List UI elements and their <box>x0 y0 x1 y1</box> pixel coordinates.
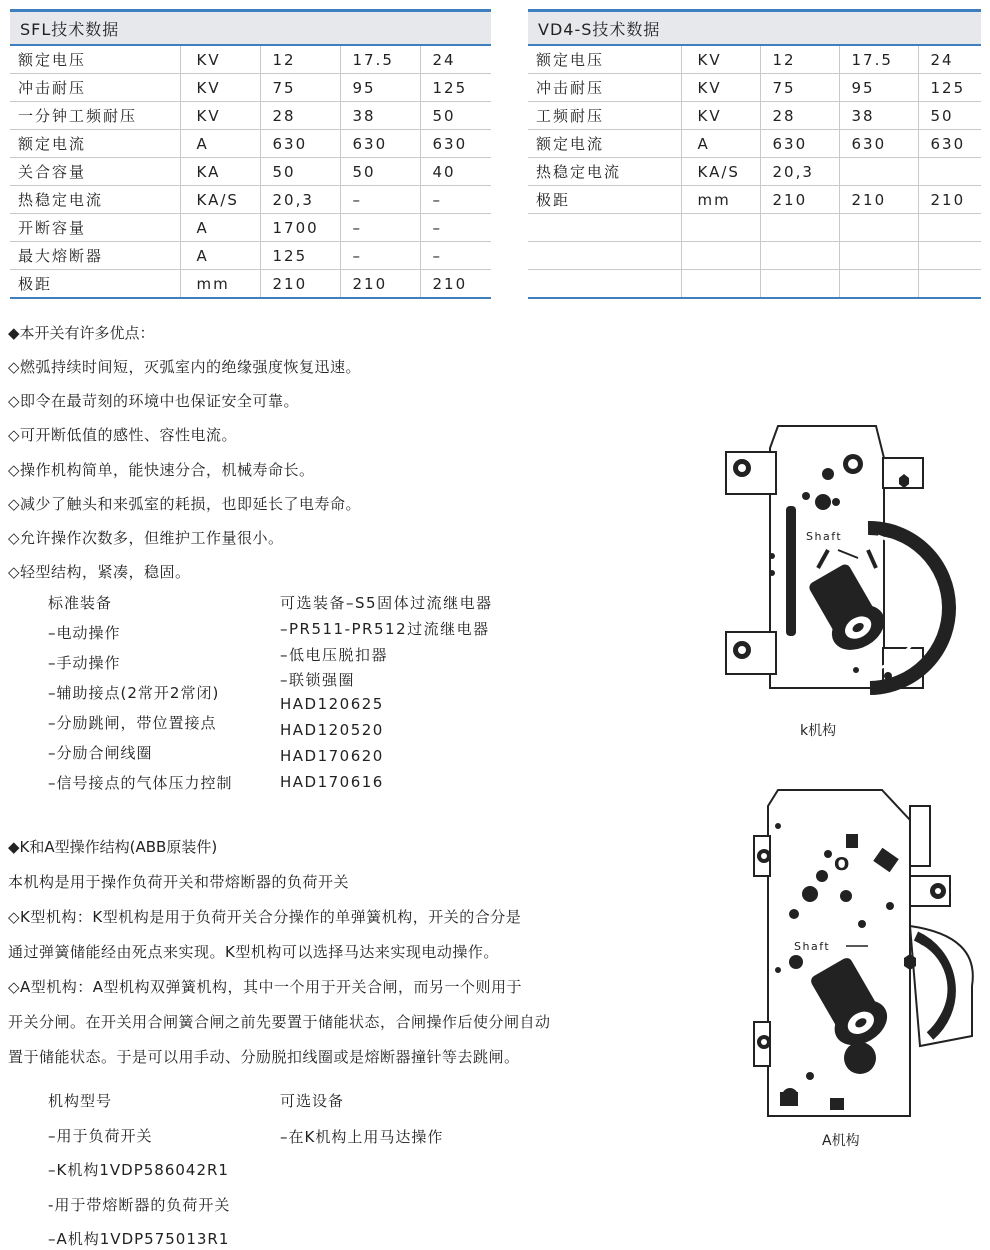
advantages-heading: ◆本开关有许多优点： <box>8 324 155 342</box>
unit-cell: KA/S <box>180 186 260 214</box>
table-row <box>10 130 491 158</box>
value-cell: 630 <box>839 130 918 158</box>
unit-cell: KA/S <box>681 158 760 186</box>
parameter-cell: 开断容量 <box>10 214 180 242</box>
value-cell: 210 <box>340 270 420 299</box>
value-cell: 1700 <box>260 214 340 242</box>
table-row <box>10 45 491 74</box>
unit-cell: KV <box>180 45 260 74</box>
a-shaft-label: Shaft <box>794 940 831 953</box>
parameter-cell: 冲击耐压 <box>528 74 681 102</box>
value-cell: 28 <box>260 102 340 130</box>
parameter-cell: 冲击耐压 <box>10 74 180 102</box>
text-line: HAD170616 <box>280 772 384 791</box>
value-cell: 125 <box>420 74 491 102</box>
value-cell: 24 <box>918 45 981 74</box>
text-line: –联锁强圈 <box>280 671 356 690</box>
table-row <box>10 242 491 270</box>
table-row <box>528 186 981 214</box>
text-line: -用于带熔断器的负荷开关 <box>48 1195 231 1214</box>
unit-cell: A <box>180 242 260 270</box>
value-cell: – <box>340 214 420 242</box>
table-row <box>10 102 491 130</box>
k-mechanism-caption: k机构 <box>800 723 837 739</box>
unit-cell: A <box>681 130 760 158</box>
sfl-table-title: SFL技术数据 <box>10 11 491 46</box>
value-cell: 17.5 <box>839 45 918 74</box>
text-line: –分励跳闸，带位置接点 <box>48 714 217 732</box>
text-line: HAD170620 <box>280 746 384 765</box>
value-cell <box>760 270 839 299</box>
text-line: –分励合闸线圈 <box>48 744 153 762</box>
table-row <box>528 74 981 102</box>
text-line: –PR511-PR512过流继电器 <box>280 619 490 638</box>
unit-cell <box>681 270 760 299</box>
text-line: –辅助接点(2常开2常闭) <box>48 684 220 702</box>
value-cell: – <box>420 214 491 242</box>
ka-heading: ◆K和A型操作结构(ABB原装件) <box>8 838 218 856</box>
sfl-table <box>10 9 491 299</box>
value-cell: 630 <box>918 130 981 158</box>
unit-cell <box>681 214 760 242</box>
text-line: 开关分闸。在开关用合闸簧合闸之前先要置于储能状态，合闸操作后使分闸自动 <box>8 1013 551 1031</box>
text-line: ◇A型机构：A型机构双弹簧机构，其中一个用于开关合闸，而另一个则用于 <box>8 978 523 996</box>
parameter-cell: 关合容量 <box>10 158 180 186</box>
value-cell: 50 <box>340 158 420 186</box>
value-cell <box>839 214 918 242</box>
value-cell: 210 <box>839 186 918 214</box>
table-row <box>528 130 981 158</box>
value-cell: 210 <box>260 270 340 299</box>
parameter-cell: 热稳定电流 <box>528 158 681 186</box>
vd4-table <box>528 9 981 299</box>
value-cell: 630 <box>760 130 839 158</box>
text-line: ◇操作机构简单，能快速分合，机械寿命长。 <box>8 460 315 479</box>
text-line: HAD120520 <box>280 721 384 739</box>
value-cell: 50 <box>420 102 491 130</box>
value-cell: 50 <box>260 158 340 186</box>
table-row <box>10 158 491 186</box>
parameter-cell <box>528 270 681 299</box>
value-cell <box>918 158 981 186</box>
text-line: –用于负荷开关 <box>48 1126 153 1145</box>
table-row <box>10 186 491 214</box>
svg-text:O: O <box>834 854 850 875</box>
text-line: 机构型号 <box>48 1092 113 1110</box>
value-cell <box>918 270 981 299</box>
value-cell: 210 <box>918 186 981 214</box>
text-line: ◇允许操作次数多，但维护工作量很小。 <box>8 529 284 547</box>
value-cell <box>839 270 918 299</box>
unit-cell: A <box>180 214 260 242</box>
parameter-cell: 额定电压 <box>528 45 681 74</box>
value-cell: – <box>420 242 491 270</box>
table-row <box>10 74 491 102</box>
value-cell <box>839 158 918 186</box>
value-cell: 630 <box>340 130 420 158</box>
parameter-cell: 额定电流 <box>10 130 180 158</box>
table-row <box>528 158 981 186</box>
value-cell: 210 <box>420 270 491 299</box>
value-cell: 125 <box>260 242 340 270</box>
value-cell: 95 <box>839 74 918 102</box>
parameter-cell: 最大熔断器 <box>10 242 180 270</box>
k-mechanism-figure <box>718 418 958 718</box>
text-line: –信号接点的气体压力控制 <box>48 774 233 792</box>
unit-cell: mm <box>180 270 260 299</box>
value-cell <box>918 242 981 270</box>
parameter-cell: 额定电压 <box>10 45 180 74</box>
value-cell: 125 <box>918 74 981 102</box>
value-cell: 630 <box>420 130 491 158</box>
value-cell: 17.5 <box>340 45 420 74</box>
value-cell: 12 <box>760 45 839 74</box>
parameter-cell: 工频耐压 <box>528 102 681 130</box>
parameter-cell: 一分钟工频耐压 <box>10 102 180 130</box>
text-line: 通过弹簧储能经由死点来实现。K型机构可以选择马达来实现电动操作。 <box>8 943 499 961</box>
value-cell: – <box>340 242 420 270</box>
unit-cell: mm <box>681 186 760 214</box>
unit-cell: KV <box>681 74 760 102</box>
value-cell <box>918 214 981 242</box>
unit-cell: KV <box>180 74 260 102</box>
text-line: ◇轻型结构，紧凑，稳固。 <box>8 563 191 582</box>
text-line: ◇燃弧持续时间短，灭弧室内的绝缘强度恢复迅速。 <box>8 358 362 376</box>
value-cell: 38 <box>839 102 918 130</box>
text-line: –在K机构上用马达操作 <box>280 1128 444 1146</box>
text-line: –电动操作 <box>48 624 121 642</box>
text-line: ◇减少了触头和来弧室的耗损，也即延长了电寿命。 <box>8 494 362 513</box>
value-cell: 630 <box>260 130 340 158</box>
value-cell: 20,3 <box>760 158 839 186</box>
text-line: ◇可开断低值的感性、容性电流。 <box>8 426 238 445</box>
value-cell <box>760 242 839 270</box>
parameter-cell: 热稳定电流 <box>10 186 180 214</box>
unit-cell: KV <box>681 102 760 130</box>
value-cell: – <box>340 186 420 214</box>
table-row <box>10 214 491 242</box>
a-mechanism-caption: A机构 <box>822 1133 860 1149</box>
text-line: 置于储能状态。于是可以用手动、分励脱扣线圈或是熔断器撞针等去跳闸。 <box>8 1048 520 1066</box>
text-line: 本机构是用于操作负荷开关和带熔断器的负荷开关 <box>8 873 350 891</box>
value-cell: – <box>420 186 491 214</box>
text-line: –低电压脱扣器 <box>280 645 389 664</box>
vd4-table-title: VD4-S技术数据 <box>528 11 981 46</box>
parameter-cell: 极距 <box>528 186 681 214</box>
text-line: ◇即令在最苛刻的环境中也保证安全可靠。 <box>8 392 300 411</box>
unit-cell: A <box>180 130 260 158</box>
table-row <box>528 242 981 270</box>
table-row <box>10 270 491 299</box>
text-line: –A机构1VDP575013R1 <box>48 1230 230 1248</box>
text-line: ◇K型机构：K型机构是用于负荷开关合分操作的单弹簧机构，开关的合分是 <box>8 908 522 926</box>
text-line: 标准装备 <box>48 594 113 612</box>
value-cell: 50 <box>918 102 981 130</box>
value-cell: 38 <box>340 102 420 130</box>
value-cell: 40 <box>420 158 491 186</box>
value-cell: 210 <box>760 186 839 214</box>
parameter-cell: 极距 <box>10 270 180 299</box>
value-cell: 24 <box>420 45 491 74</box>
unit-cell <box>681 242 760 270</box>
table-row <box>528 45 981 74</box>
text-line: –K机构1VDP586042R1 <box>48 1161 229 1179</box>
parameter-cell: 额定电流 <box>528 130 681 158</box>
k-shaft-label: Shaft <box>806 530 843 543</box>
text-line: HAD120625 <box>280 695 384 714</box>
value-cell: 28 <box>760 102 839 130</box>
unit-cell: KA <box>180 158 260 186</box>
unit-cell: KV <box>681 45 760 74</box>
parameter-cell <box>528 242 681 270</box>
value-cell: 20,3 <box>260 186 340 214</box>
parameter-cell <box>528 214 681 242</box>
text-line: –手动操作 <box>48 654 121 672</box>
value-cell <box>839 242 918 270</box>
text-line: 可选装备–S5固体过流继电器 <box>280 594 493 612</box>
table-row <box>528 102 981 130</box>
value-cell: 95 <box>340 74 420 102</box>
value-cell: 12 <box>260 45 340 74</box>
unit-cell: KV <box>180 102 260 130</box>
a-mechanism-figure <box>750 786 980 1126</box>
value-cell: 75 <box>760 74 839 102</box>
table-row <box>528 214 981 242</box>
text-line: 可选设备 <box>280 1092 345 1110</box>
value-cell <box>760 214 839 242</box>
value-cell: 75 <box>260 74 340 102</box>
table-row <box>528 270 981 299</box>
